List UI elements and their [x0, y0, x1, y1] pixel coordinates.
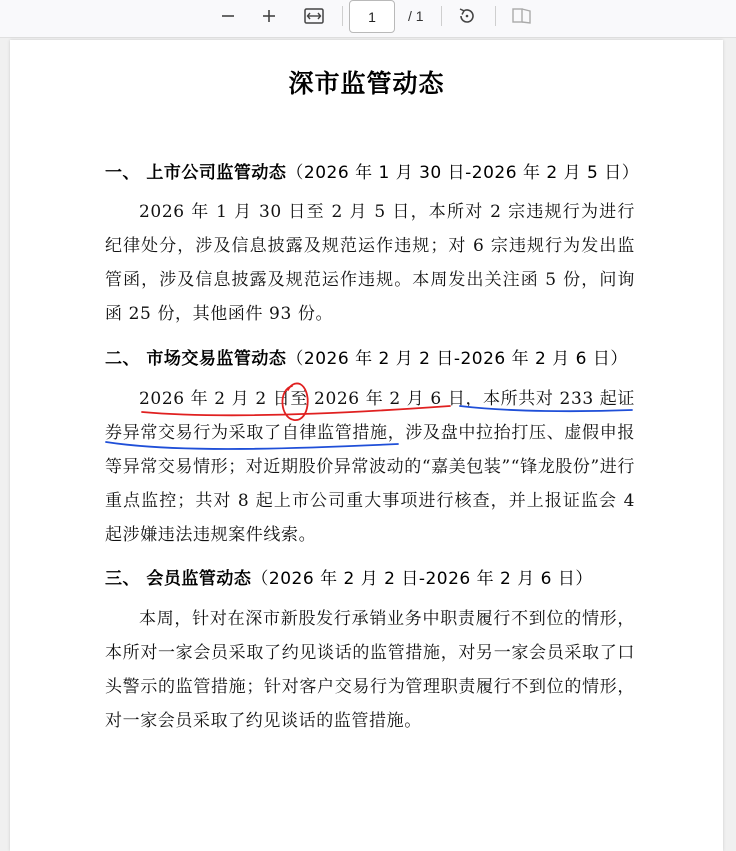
- toolbar-separator: [342, 6, 343, 26]
- heading-number: 三、: [105, 569, 140, 589]
- zoom-out-icon[interactable]: [218, 5, 238, 27]
- toolbar-separator: [495, 6, 496, 26]
- section-body-1: 2026 年 1 月 30 日至 2 月 5 日，本所对 2 宗违规行为进行纪律处分，涉及信息披露及规范运作违规；对 6 宗违规行为发出监管函，涉及信息披露及规范运作违规。本周发出关注函 5 份，问询函 25 份，其他函件 93 份。: [105, 202, 635, 324]
- section-body-2: 2026 年 2 月 2 日至 2026 年 2 月 6 日，本所共对 233 起证券异常交易行为采取了自律监管措施，涉及盘中拉抬打压、虚假申报等异常交易情形；对近期股价异常波动的“嘉美包装”“锋龙股份”进行重点监控；共对 8 起上市公司重大事项进行核查，并上报证监会 4 起涉嫌违法违规案件线索。: [105, 389, 635, 545]
- section-heading-1: [105, 158, 639, 183]
- fit-width-icon[interactable]: [302, 5, 326, 27]
- section-heading-2: [105, 344, 628, 369]
- zoom-in-icon[interactable]: [259, 5, 279, 27]
- heading-text: 市场交易监管动态: [146, 349, 287, 369]
- pdf-toolbar: [0, 0, 736, 38]
- heading-date-range: （2026 年 2 月 2 日-2026 年 2 月 6 日）: [286, 349, 628, 369]
- pdf-page: [10, 40, 723, 851]
- heading-text: 会员监管动态: [146, 569, 252, 589]
- toolbar-separator: [441, 6, 442, 26]
- heading-date-range: （2026 年 1 月 30 日-2026 年 2 月 5 日）: [286, 163, 640, 183]
- heading-text: 上市公司监管动态: [146, 163, 287, 183]
- heading-number: 一、: [105, 163, 140, 183]
- page-total-label: / 1: [408, 8, 424, 24]
- section-heading-3: [105, 564, 593, 589]
- page-number-input[interactable]: 1: [349, 0, 395, 33]
- heading-number: 二、: [105, 349, 140, 369]
- heading-date-range: （2026 年 2 月 2 日-2026 年 2 月 6 日）: [251, 569, 593, 589]
- section-body-3: 本周，针对在深市新股发行承销业务中职责履行不到位的情形，本所对一家会员采取了约见谈话的监管措施，对另一家会员采取了口头警示的监管措施；针对客户交易行为管理职责履行不到位的情形，对一家会员采取了约见谈话的监管措施。: [105, 609, 635, 731]
- rotate-icon[interactable]: [456, 5, 478, 27]
- document-title: 深市监管动态: [288, 69, 445, 98]
- page-view-icon: [511, 5, 533, 27]
